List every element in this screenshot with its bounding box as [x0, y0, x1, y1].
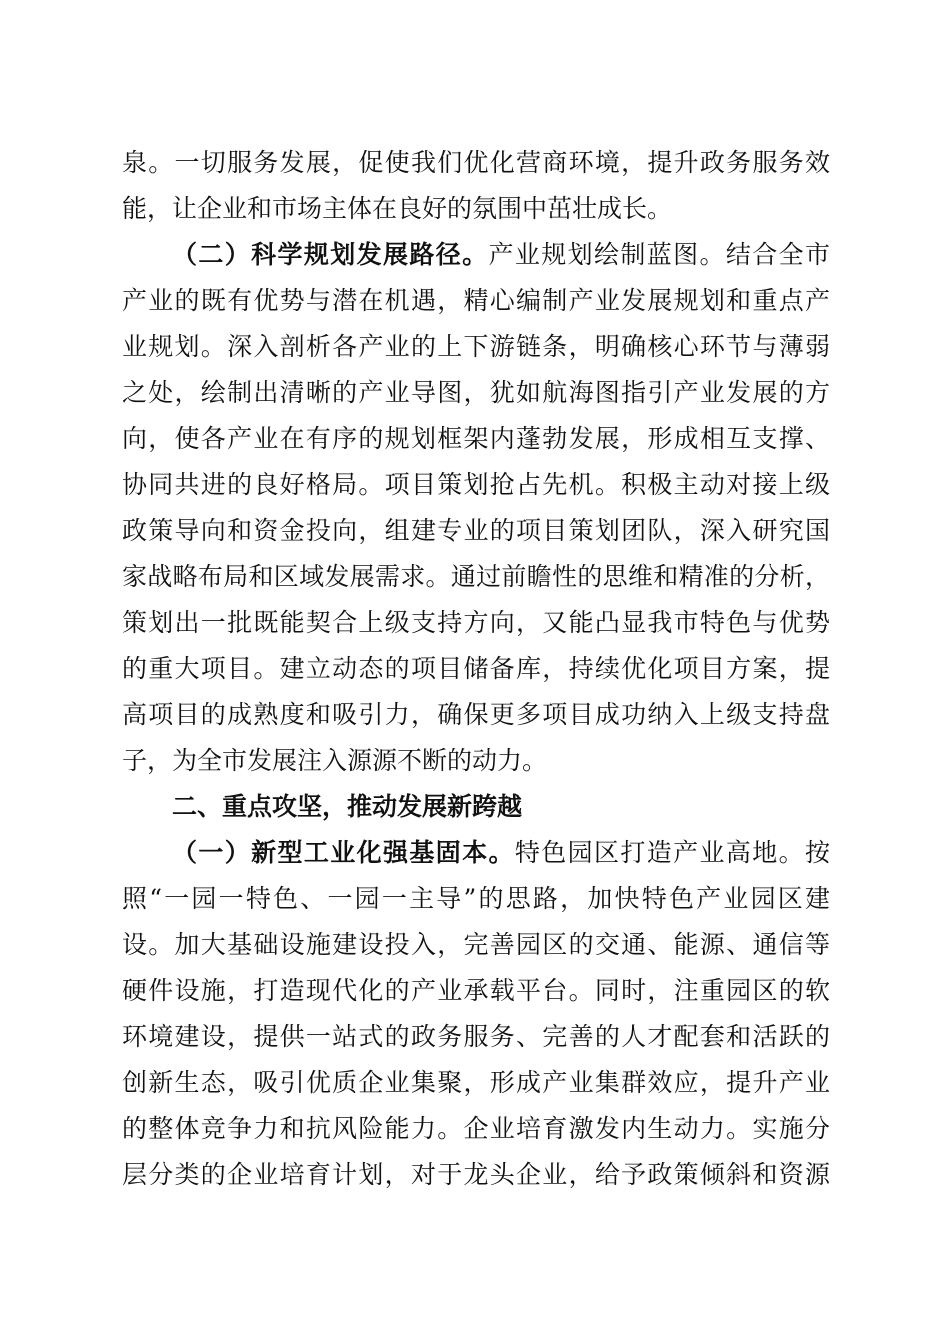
paragraph-first-line [172, 232, 830, 278]
subsection-lead: （二）科学规划发展路径。 [172, 240, 489, 269]
paragraph-line: 的重大项目。建立动态的项目储备库，持续优化项目方案，提 [122, 654, 830, 683]
paragraph-first-line [172, 830, 830, 876]
paragraph-line: 策划出一批既能契合上级支持方向，又能凸显我市特色与优势 [122, 608, 830, 637]
paragraph-line: 之处，绘制出清晰的产业导图，犹如航海图指引产业发展的方 [122, 378, 830, 407]
paragraph-line: 照“一园一特色、一园一主导”的思路，加快特色产业园区建 [122, 884, 830, 913]
paragraph-line: 高项目的成熟度和吸引力，确保更多项目成功纳入上级支持盘 [122, 700, 830, 729]
paragraph-line: 子，为全市发展注入源源不断的动力。 [122, 746, 548, 775]
paragraph-line: 的整体竞争力和抗风险能力。企业培育激发内生动力。实施分 [122, 1114, 830, 1143]
paragraph-line: 层分类的企业培育计划，对于龙头企业，给予政策倾斜和资源 [122, 1160, 830, 1189]
paragraph-line: 环境建设，提供一站式的政务服务、完善的人才配套和活跃的 [122, 1022, 830, 1051]
paragraph-line: 能，让企业和市场主体在良好的氛围中茁壮成长。 [122, 194, 673, 223]
paragraph-line: 协同共进的良好格局。项目策划抢占先机。积极主动对接上级 [122, 470, 830, 499]
paragraph-text: 特色园区打造产业高地。按 [514, 838, 830, 867]
paragraph-line: 政策导向和资金投向，组建专业的项目策划团队，深入研究国 [122, 516, 830, 545]
paragraph-text: 产业规划绘制蓝图。结合全市 [488, 240, 830, 269]
paragraph-line: 产业的既有优势与潜在机遇，精心编制产业发展规划和重点产 [122, 286, 830, 315]
paragraph-line: 家战略布局和区域发展需求。通过前瞻性的思维和精准的分析， [122, 562, 830, 591]
paragraph-line: 创新生态，吸引优质企业集聚，形成产业集群效应，提升产业 [122, 1068, 830, 1097]
section-heading: 二、重点攻坚，推动发展新跨越 [172, 792, 523, 821]
paragraph-line: 泉。一切服务发展，促使我们优化营商环境，提升政务服务效 [122, 148, 830, 177]
paragraph-line: 设。加大基础设施建设投入，完善园区的交通、能源、通信等 [122, 930, 830, 959]
paragraph-line: 向，使各产业在有序的规划框架内蓬勃发展，形成相互支撑、 [122, 424, 830, 453]
paragraph-line: 业规划。深入剖析各产业的上下游链条，明确核心环节与薄弱 [122, 332, 830, 361]
paragraph-line: 硬件设施，打造现代化的产业承载平台。同时，注重园区的软 [122, 976, 830, 1005]
subsection-lead: （一）新型工业化强基固本。 [172, 838, 515, 867]
